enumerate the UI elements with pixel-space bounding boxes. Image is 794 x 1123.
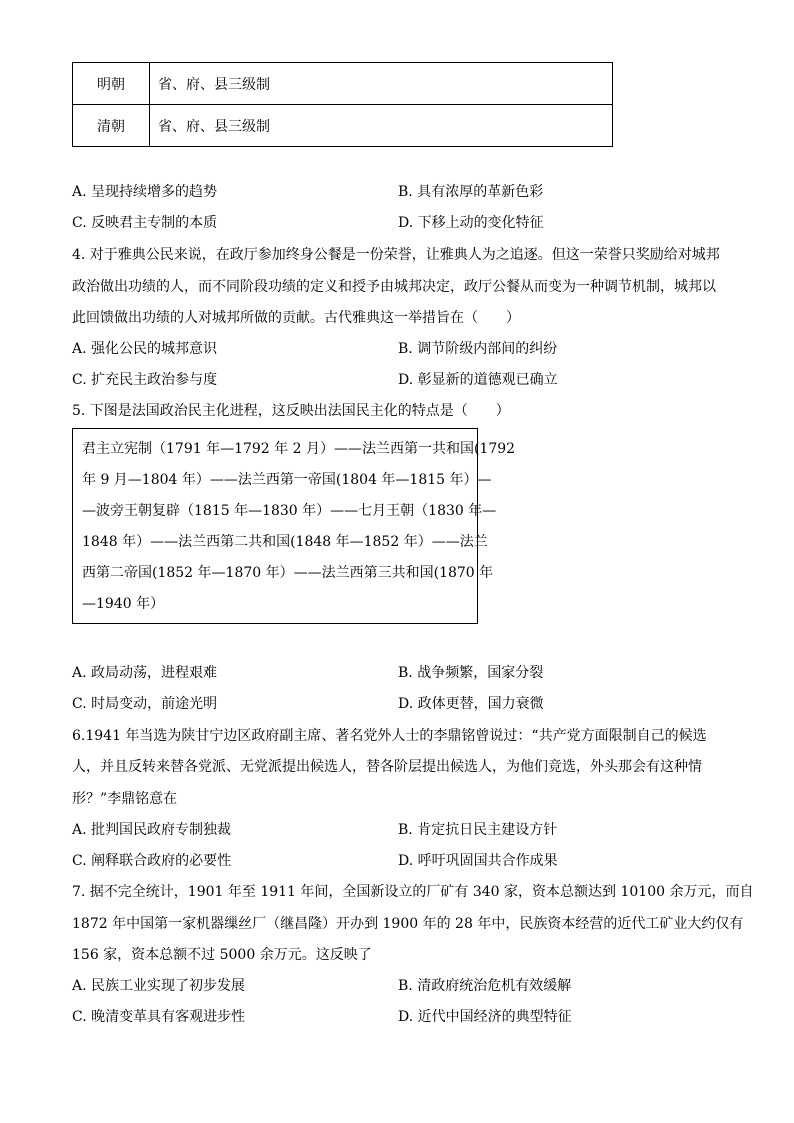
q7-stem-line: 1872 年中国第一家机器缫丝厂（继昌隆）开办到 1900 年的 28 年中，民族资本经营的近代工矿业大约仅有 [72, 916, 744, 932]
q6-option-d: D. 呼吁巩固国共合作成果 [398, 853, 558, 869]
q4-stem-line: 此回馈做出功绩的人对城邦所做的贡献。古代雅典这一举措旨在（ ） [72, 310, 520, 326]
q3-option-b: B. 具有浓厚的革新色彩 [398, 184, 544, 200]
timeline-line: 西第二帝国(1852 年—1870 年）——法兰西第三共和国(1870 年 [82, 565, 494, 581]
q3-option-d: D. 下移上动的变化特征 [398, 215, 544, 231]
q4-option-b: B. 调节阶级内部间的纠纷 [398, 341, 558, 357]
q7-option-b: B. 清政府统治危机有效缓解 [398, 978, 572, 994]
q6-stem-line: 6.1941 年当选为陕甘宁边区政府副主席、著名党外人士的李鼎铭曾说过：“共产党方面限制自己的候选 [72, 728, 707, 744]
timeline-line: 君主立宪制（1791 年—1792 年 2 月）——法兰西第一共和国(1792 [82, 441, 516, 457]
system-cell: 省、府、县三级制 [150, 63, 613, 105]
q6-option-c: C. 阐释联合政府的必要性 [72, 853, 232, 869]
timeline-line: —波旁王朝复辟（1815 年—1830 年）——七月王朝（1830 年— [82, 503, 497, 519]
q3-option-c: C. 反映君主专制的本质 [72, 215, 218, 231]
q6-stem-line: 形？”李鼎铭意在 [72, 791, 178, 807]
system-cell: 省、府、县三级制 [150, 105, 613, 147]
france-timeline-box [72, 428, 516, 624]
q5-option-a: A. 政局动荡，进程艰难 [72, 665, 218, 681]
q5-option-d: D. 政体更替，国力衰微 [398, 696, 544, 712]
table-row [73, 63, 613, 105]
q6-option-a: A. 批判国民政府专制独裁 [72, 822, 232, 838]
dynasty-cell: 明朝 [73, 63, 150, 105]
q4-stem-line: 4. 对于雅典公民来说，在政厅参加终身公餐是一份荣誉，让雅典人为之追逐。但这一荣誉只奖励给对城邦 [72, 247, 720, 263]
q5-stem: 5. 下图是法国政治民主化进程，这反映出法国民主化的特点是（ ） [72, 403, 510, 419]
q3-option-a: A. 呈现持续增多的趋势 [72, 184, 218, 200]
q7-option-a: A. 民族工业实现了初步发展 [72, 978, 246, 994]
q4-option-d: D. 彰显新的道德观已确立 [398, 372, 558, 388]
table-row [73, 105, 613, 147]
q7-option-c: C. 晚清变革具有客观进步性 [72, 1009, 246, 1025]
q7-stem-line: 7. 据不完全统计，1901 年至 1911 年间，全国新设立的厂矿有 340 家，资本总额达到 10100 余万元，而自 [72, 884, 754, 900]
admin-system-table [72, 62, 613, 147]
q4-stem-line: 政治做出功绩的人，而不同阶段功绩的定义和授予由城邦决定，政厅公餐从而变为一种调节机制，城邦以 [72, 279, 716, 295]
dynasty-cell: 清朝 [73, 105, 150, 147]
timeline-line: 年 9 月—1804 年）——法兰西第一帝国(1804 年—1815 年）— [82, 472, 492, 488]
q6-option-b: B. 肯定抗日民主建设方针 [398, 822, 558, 838]
q4-option-a: A. 强化公民的城邦意识 [72, 341, 218, 357]
q7-stem-line: 156 家，资本总额不过 5000 余万元。这反映了 [72, 947, 372, 963]
timeline-line: 1848 年）——法兰西第二共和国(1848 年—1852 年）——法兰 [82, 534, 488, 550]
q5-option-c: C. 时局变动，前途光明 [72, 696, 218, 712]
q6-stem-line: 人，并且反转来替各党派、无党派提出候选人，替各阶层提出候选人，为他们竞选，外头那会有这种情 [72, 759, 702, 775]
q4-option-c: C. 扩充民主政治参与度 [72, 372, 218, 388]
q7-option-d: D. 近代中国经济的典型特征 [398, 1009, 572, 1025]
timeline-line: —1940 年） [82, 596, 165, 612]
q5-option-b: B. 战争频繁，国家分裂 [398, 665, 544, 681]
